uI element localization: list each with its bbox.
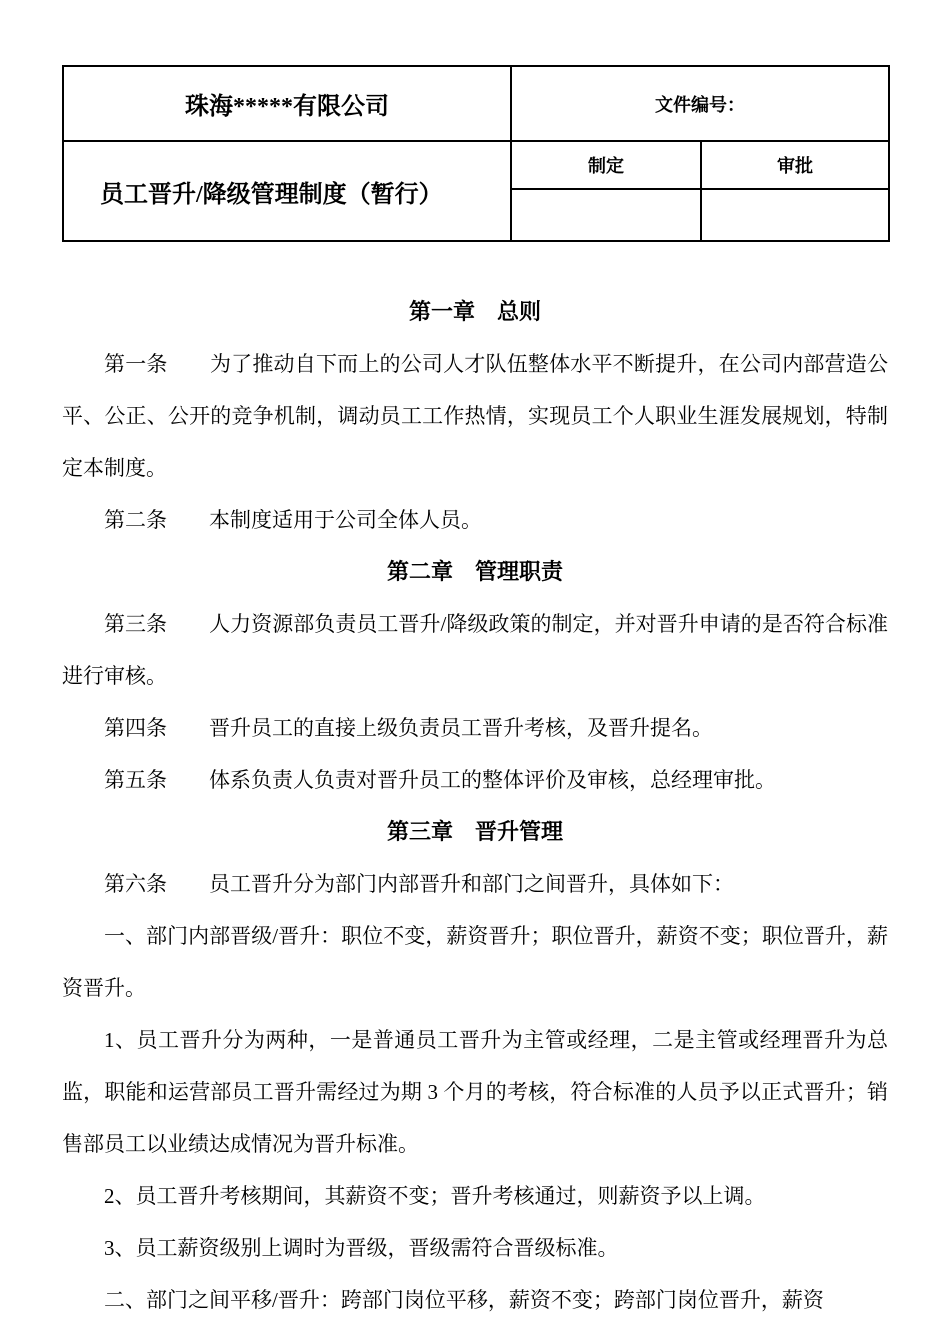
approve-header-cell: 审批 (701, 141, 889, 189)
paragraph-article-6: 第六条 员工晋升分为部门内部晋升和部门之间晋升，具体如下： (104, 872, 734, 896)
document-title: 员工晋升/降级管理制度（暂行） (100, 181, 443, 208)
paragraph-item-er: 二、部门之间平移/晋升：跨部门岗位平移，薪资不变；跨部门岗位晋升，薪资 (104, 1288, 824, 1312)
chapter-heading-2: 第二章 管理职责 (386, 559, 563, 584)
company-name-cell (63, 66, 511, 141)
company-name: 珠海*****有限公司 (185, 94, 389, 120)
paragraph-article-4: 第四条 晋升员工的直接上级负责员工晋升考核，及晋升提名。 (104, 716, 713, 740)
paragraph-article-3: 第三条 人力资源部负责员工晋升/降级政策的制定，并对晋升申请的是否符合标准进行审核。 (62, 612, 888, 688)
header-table (62, 65, 890, 242)
paragraph-item-yi: 一、部门内部晋级/晋升：职位不变，薪资晋升；职位晋升，薪资不变；职位晋升，薪资晋升。 (62, 924, 888, 1000)
approve-signature-cell (701, 189, 889, 241)
paragraph-article-2: 第二条 本制度适用于公司全体人员。 (104, 508, 482, 532)
document-title-cell (63, 141, 511, 241)
draft-signature-cell (511, 189, 701, 241)
paragraph-article-1: 第一条 为了推动自下而上的公司人才队伍整体水平不断提升，在公司内部营造公平、公正、公开的竞争机制，调动员工工作热情，实现员工个人职业生涯发展规划，特制定本制度。 (62, 352, 888, 480)
file-number-label: 文件编号： (655, 94, 745, 115)
chapter-heading-1: 第一章 总则 (408, 299, 541, 324)
paragraph-item-2: 2、员工晋升考核期间，其薪资不变；晋升考核通过，则薪资予以上调。 (104, 1184, 766, 1208)
document-body (62, 286, 888, 1326)
paragraph-article-5: 第五条 体系负责人负责对晋升员工的整体评价及审核，总经理审批。 (104, 768, 776, 792)
draft-header-cell: 制定 (511, 141, 701, 189)
file-number-cell (511, 66, 889, 141)
chapter-heading-3: 第三章 晋升管理 (386, 819, 563, 844)
paragraph-item-1: 1、员工晋升分为两种，一是普通员工晋升为主管或经理，二是主管或经理晋升为总监，职能和运营部员工晋升需经过为期 3 个月的考核，符合标准的人员予以正式晋升；销售部员工以业绩达成情况为晋升标准。 (62, 1028, 888, 1156)
header-table-row-1 (63, 66, 889, 141)
header-table-row-2 (63, 141, 889, 189)
paragraph-item-3: 3、员工薪资级别上调时为晋级，晋级需符合晋级标准。 (104, 1236, 619, 1260)
